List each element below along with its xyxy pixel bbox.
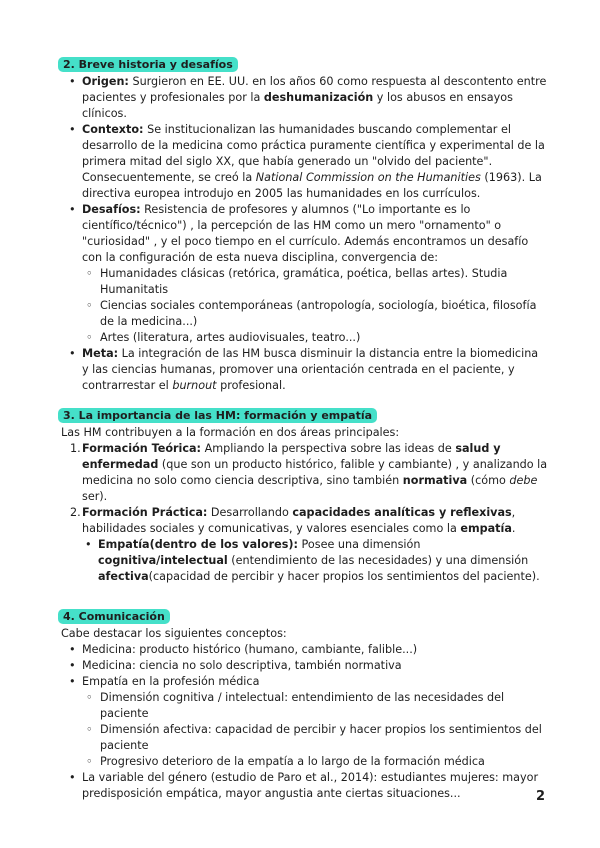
section-intro: Las HM contribuyen a la formación en dos áreas principales:: [61, 426, 400, 439]
sublist-item: ◦ Progresivo deterioro de la empatía a lo largo de la formación médica: [82, 754, 548, 770]
list-item-teorica: 1. Formación Teórica: Ampliando la perspectiva sobre las ideas de salud y enfermedad (que son un producto histórico, falible y cambiante) , y analizando la medicina no solo como ciencia descriptiva, sino también normativa (cómo debe ser).: [70, 442, 548, 503]
page-number: 2: [536, 789, 546, 804]
history-list: [66, 74, 548, 394]
list-item: • Medicina: ciencia no solo descriptiva, también normativa: [66, 658, 548, 674]
list-item: • La variable del género (estudio de Paro et al., 2014): estudiantes mujeres: mayor predisposición empática, mayor angustia ante ciertas situaciones...: [66, 770, 548, 802]
empatia-sublist: [82, 537, 548, 585]
list-item-origen: • Origen: Surgieron en EE. UU. en los años 60 como respuesta al descontento entre pacientes y profesionales por la deshumanización y los abusos en ensayos clínicos.: [66, 74, 548, 122]
sublist-item: ◦ Dimensión afectiva: capacidad de percibir y hacer propios los sentimientos del paciente: [82, 722, 548, 754]
list-item-meta: • Meta: La integración de las HM busca disminuir la distancia entre la biomedicina y las ciencias humanas, promover una orientación centrada en el paciente, y contrarrestar el burnout profesional.: [66, 346, 548, 394]
sublist-item: ◦ Dimensión cognitiva / intelectual: entendimiento de las necesidades del paciente: [82, 690, 548, 722]
section-heading-importance: 3. La importancia de las HM: formación y empatía: [58, 408, 377, 423]
desafios-sublist: [82, 266, 548, 346]
section-heading-history: 2. Breve historia y desafíos: [58, 57, 238, 72]
sublist-item: ◦ Ciencias sociales contemporáneas (antropología, sociología, bioética, filosofía de la medicina...): [82, 298, 548, 330]
section-history: [58, 57, 548, 394]
section-intro: Cabe destacar los siguientes conceptos:: [61, 627, 287, 640]
empatia-dimensions-sublist: [82, 690, 548, 770]
section-communication: [58, 609, 548, 802]
list-item-desafios: • Desafíos: Resistencia de profesores y alumnos ("Lo importante es lo científico/técnico") , la percepción de las HM como un mero "ornamento" o "curiosidad" , y el poco tiempo en el currículo. Además encontramos un desafío con la configuración de esta nueva disciplina, convergencia de: ◦ Humanidades clásicas (retórica, gramática, poética, bellas artes). Studia Humanitatis ◦ Ciencias sociales contemporáneas (antropología, sociología, bioética, filosofía de la medicina...) ◦ Artes (literatura, artes audiovisuales, teatro...): [66, 202, 548, 346]
list-item-empatia: • Empatía en la profesión médica ◦ Dimensión cognitiva / intelectual: entendimiento de las necesidades del paciente ◦ Dimensión afectiva: capacidad de percibir y hacer propios los sentimientos del paciente ◦ Progresivo deterioro de la empatía a lo largo de la formación médica: [66, 674, 548, 770]
section-heading-communication: 4. Comunicación: [58, 609, 170, 624]
formation-list: [70, 441, 548, 585]
communication-list: [66, 642, 548, 802]
list-item-practica: 2. Formación Práctica: Desarrollando capacidades analíticas y reflexivas, habilidades sociales y comunicativas, y valores esenciales como la empatía. • Empatía(dentro de los valores): Posee una dimensión cognitiva/intelectual (entendimiento de las necesidades) y una dimensión afectiva(capacidad de percibir y hacer propios los sentimientos del paciente).: [70, 505, 548, 585]
section-importance: [58, 408, 548, 585]
list-item-contexto: • Contexto: Se institucionalizan las humanidades buscando complementar el desarrollo de la medicina como práctica puramente científica y experimental de la primera mitad del siglo XX, que había generado un "olvido del paciente". Consecuentemente, se creó la National Commission on the Humanities (1963). La directiva europea introdujo en 2005 las humanidades en los currículos.: [66, 122, 548, 202]
list-item-empatia: • Empatía(dentro de los valores): Posee una dimensión cognitiva/intelectual (entendimiento de las necesidades) y una dimensión afectiva(capacidad de percibir y hacer propios los sentimientos del paciente).: [82, 537, 548, 585]
sublist-item: ◦ Artes (literatura, artes audiovisuales, teatro...): [82, 330, 548, 346]
list-item: • Medicina: producto histórico (humano, cambiante, falible...): [66, 642, 548, 658]
sublist-item: ◦ Humanidades clásicas (retórica, gramática, poética, bellas artes). Studia Humanitatis: [82, 266, 548, 298]
